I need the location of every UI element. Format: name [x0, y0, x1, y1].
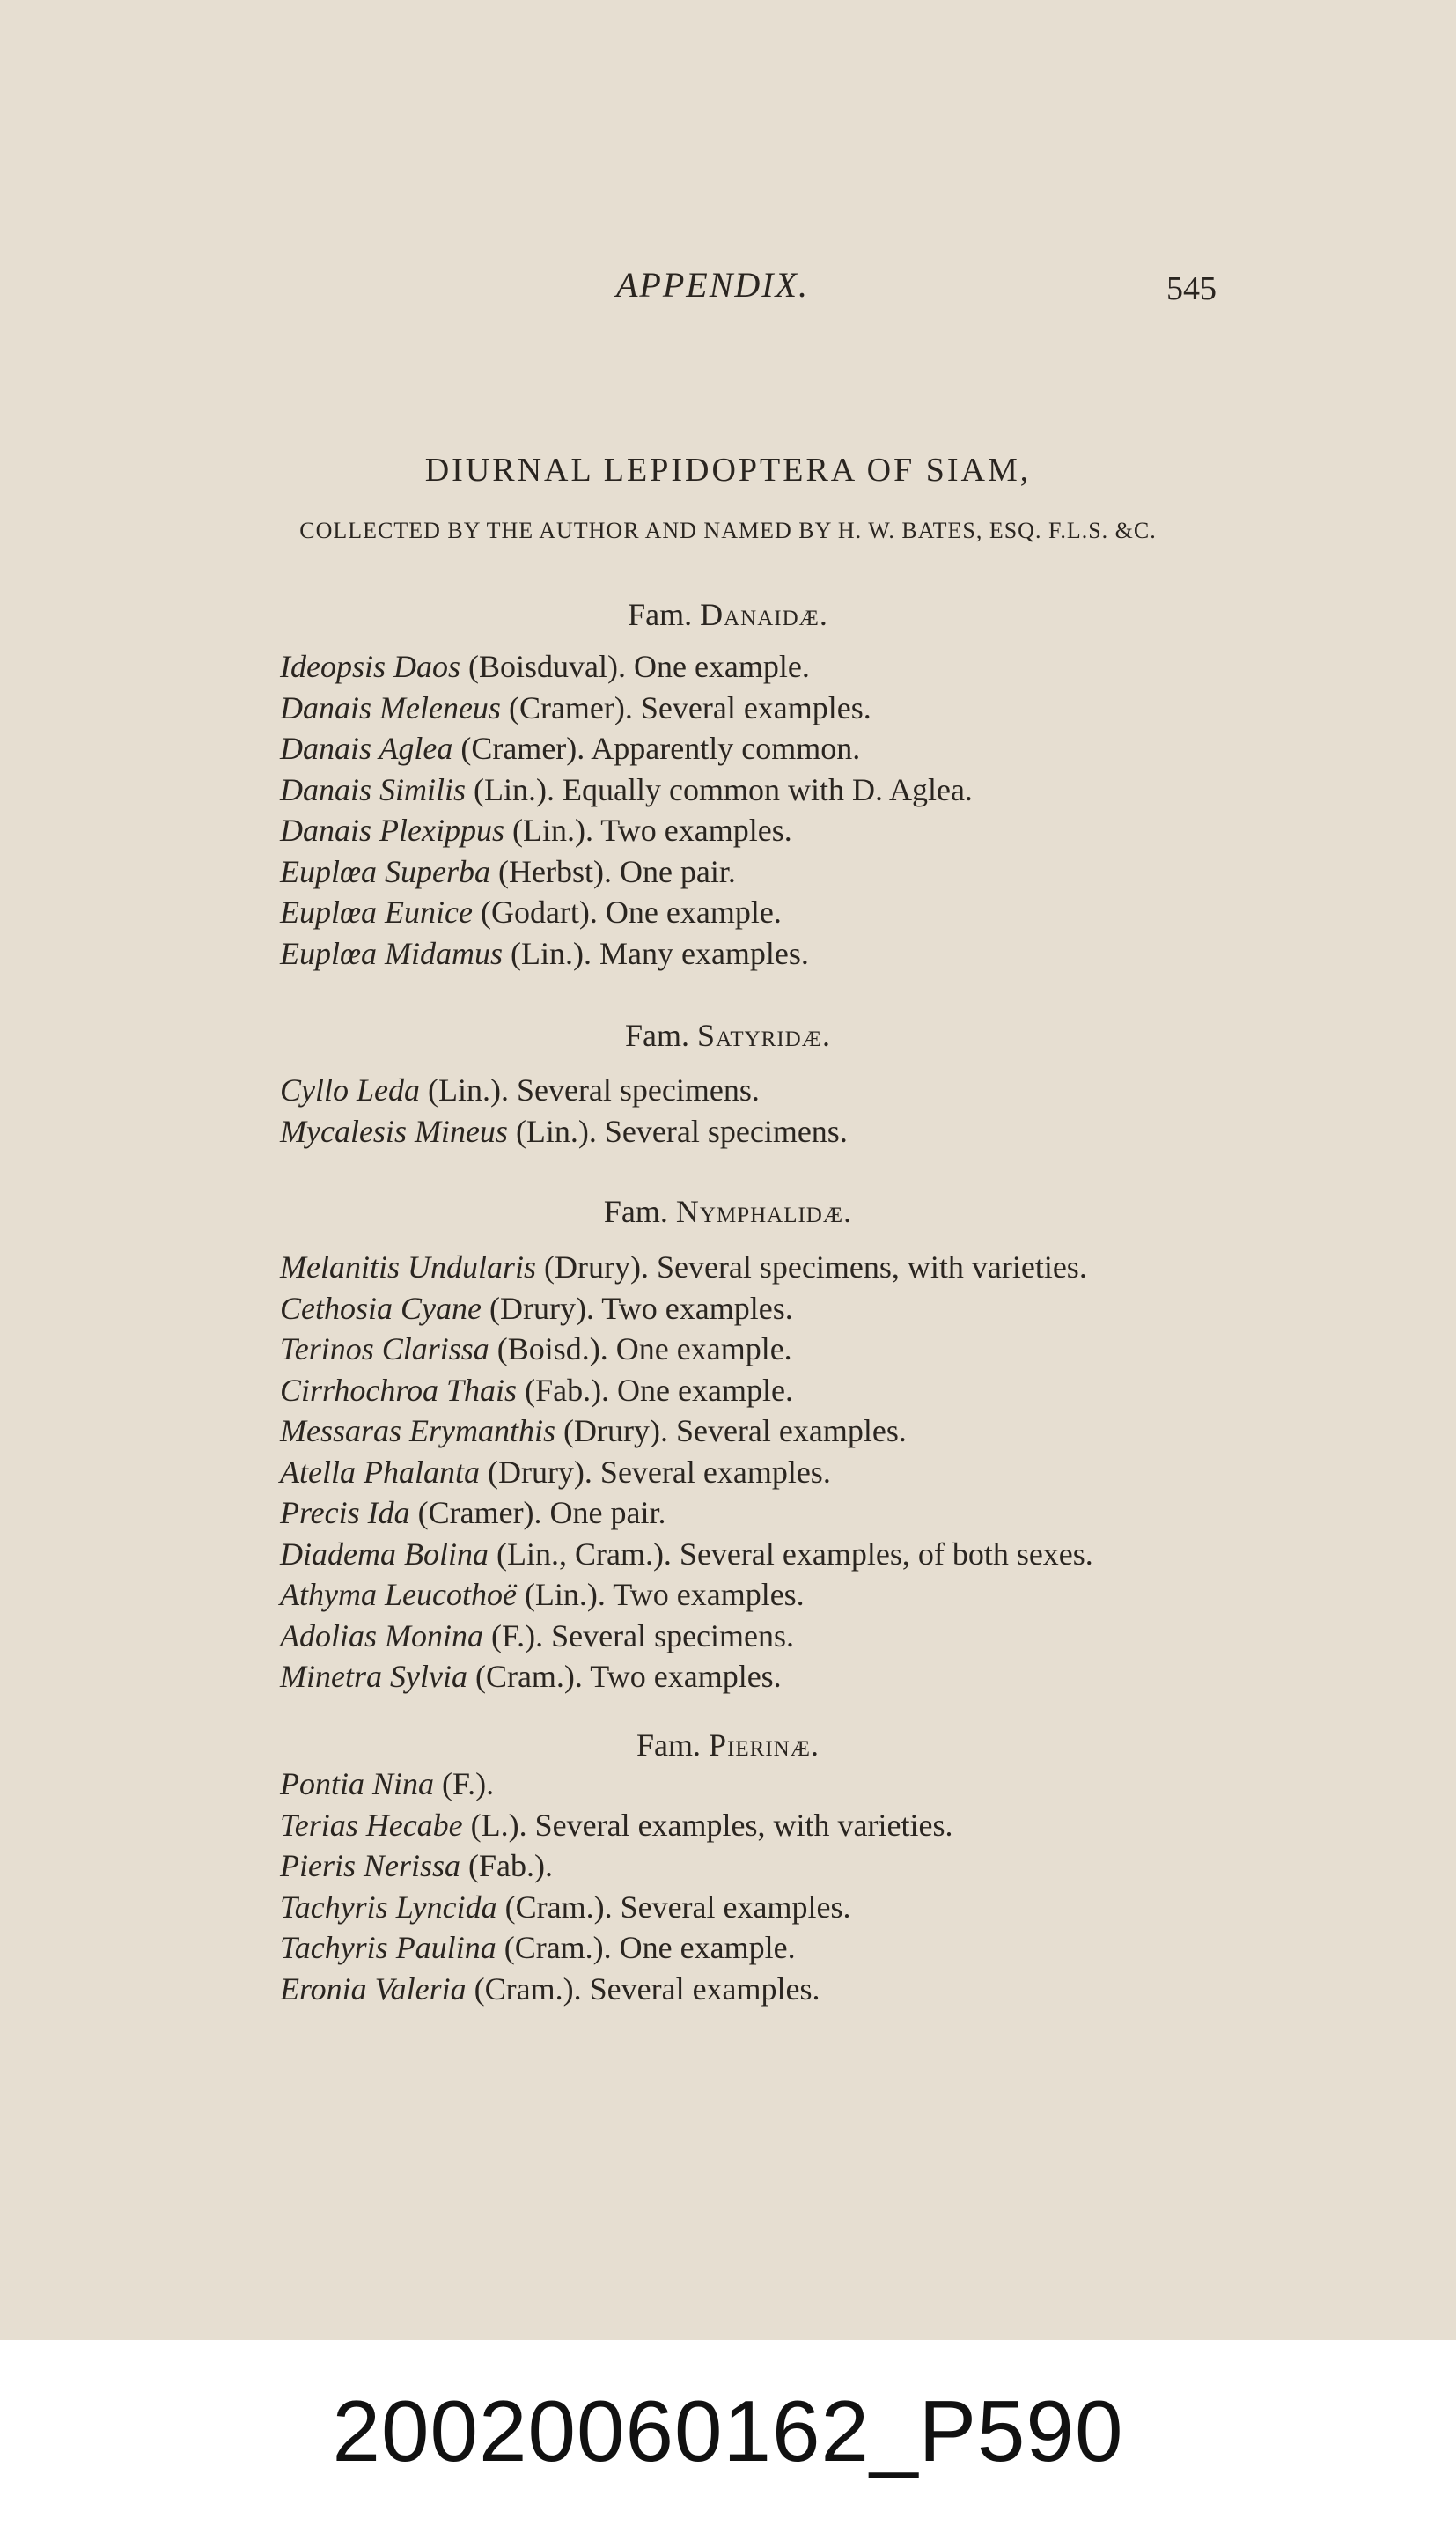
list-item: Eronia Valeria (Cram.). Several examples. — [280, 1970, 820, 2007]
family-heading-satyridae: Fam. Satyridæ. — [625, 1018, 831, 1053]
list-item: Cyllo Leda (Lin.). Several specimens. — [280, 1072, 760, 1108]
list-item: Tachyris Lyncida (Cram.). Several examples. — [280, 1889, 851, 1925]
running-head: APPENDIX. — [616, 265, 810, 305]
page-title: DIURNAL LEPIDOPTERA OF SIAM, — [424, 452, 1032, 489]
list-item: Mycalesis Mineus (Lin.). Several specimens. — [280, 1113, 848, 1149]
list-item: Euplœa Superba (Herbst). One pair. — [280, 853, 736, 889]
list-item: Terias Hecabe (L.). Several examples, with varieties. — [280, 1807, 953, 1843]
list-item: Messaras Erymanthis (Drury). Several examples. — [280, 1413, 907, 1448]
list-item: Tachyris Paulina (Cram.). One example. — [280, 1930, 796, 1965]
family-heading-danaidae: Fam. Danaidæ. — [628, 597, 828, 632]
list-item: Cirrhochroa Thais (Fab.). One example. — [280, 1372, 793, 1408]
page-header — [0, 264, 1456, 317]
list-item: Athyma Leucothoë (Lin.). Two examples. — [280, 1577, 805, 1612]
list-item: Minetra Sylvia (Cram.). Two examples. — [280, 1659, 782, 1694]
page-number: 545 — [1166, 270, 1217, 307]
list-item: Danais Meleneus (Cramer). Several examples. — [280, 689, 871, 725]
page-subtitle: COLLECTED BY THE AUTHOR AND NAMED BY H. W. BATES, ESQ. F.L.S. &C. — [299, 518, 1157, 543]
family-heading-pierinae: Fam. Pierinæ. — [636, 1727, 820, 1763]
list-item: Adolias Monina (F.). Several specimens. — [280, 1617, 795, 1653]
list-item: Euplœa Midamus (Lin.). Many examples. — [280, 935, 809, 971]
scan-identifier: 20020060162_P590 — [332, 2382, 1124, 2479]
list-item: Terinos Clarissa (Boisd.). One example. — [280, 1331, 792, 1366]
list-item: Ideopsis Daos (Boisduval). One example. — [280, 649, 810, 684]
list-item: Cethosia Cyane (Drury). Two examples. — [280, 1290, 793, 1326]
list-item: Pieris Nerissa (Fab.). — [280, 1848, 553, 1883]
list-item: Atella Phalanta (Drury). Several examples. — [280, 1454, 831, 1490]
list-item: Diadema Bolina (Lin., Cram.). Several examples, of both sexes. — [280, 1535, 1093, 1572]
list-item: Pontia Nina (F.). — [280, 1766, 495, 1801]
list-item: Euplœa Eunice (Godart). One example. — [280, 895, 782, 930]
family-list-satyridae — [280, 1070, 1424, 1152]
family-list-danaidae — [280, 646, 1424, 974]
list-item: Danais Similis (Lin.). Equally common with D. Aglea. — [280, 771, 973, 807]
list-item: Danais Plexippus (Lin.). Two examples. — [280, 813, 792, 848]
list-item: Melanitis Undularis (Drury). Several specimens, with varieties. — [280, 1249, 1087, 1285]
list-item: Danais Aglea (Cramer). Apparently common. — [280, 731, 861, 766]
family-heading-nymphalidae: Fam. Nymphalidæ. — [603, 1194, 853, 1229]
family-list-pierinae — [280, 1764, 1424, 2009]
list-item: Precis Ida (Cramer). One pair. — [280, 1495, 666, 1530]
family-list-nymphalidae — [280, 1247, 1424, 1697]
